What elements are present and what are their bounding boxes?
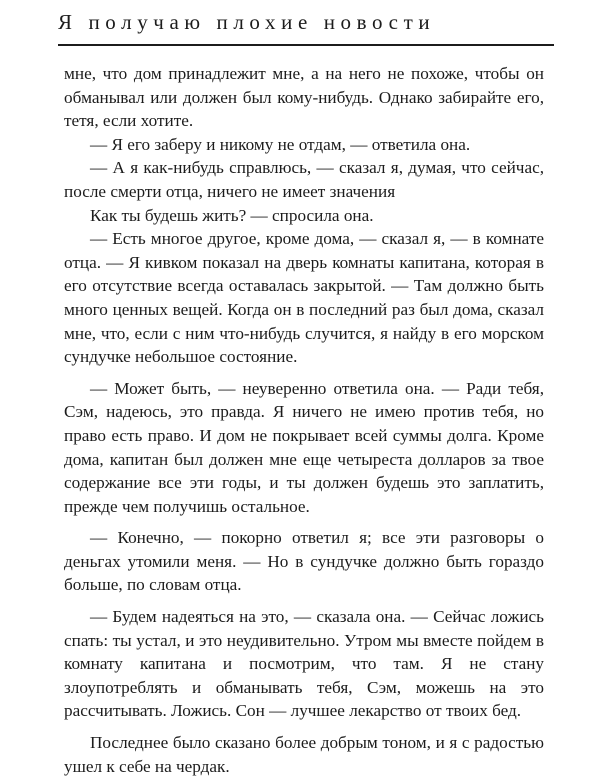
paragraph-dialogue-aunt-reply: — Я его заберу и никому не отдам, — ответила она. bbox=[90, 134, 471, 154]
paragraph-dialogue-agree: — Конечно, — покорно ответил я; все эти разговоры о деньгах утомили меня. — Но в сундучке должно быть гораздо больше, по словам отца. bbox=[64, 528, 544, 595]
paragraph-dialogue-sleep: — Будем надеяться на это, — сказала она. — Сейчас ложись спать: ты устал, и это неудивительно. Утром мы вместе пойдем в комнату капитана и посмотрим, что там. Я не стану злоупотреблять и обманывать тебя, Сэм, можешь на это рассчитывать. Ложись. Сон — лучшее лекарство от твоих бед. bbox=[64, 607, 544, 721]
paragraph-continuation: мне, что дом принадлежит мне, а на него не похоже, чтобы он обманывал или должен был кому-нибудь. Однако забирайте его, тетя, если хотите. bbox=[64, 64, 544, 131]
paragraph-closing: Последнее было сказано более добрым тоном, и я с радостью ушел к себе на чердак. bbox=[64, 733, 544, 776]
header-rule bbox=[58, 44, 554, 46]
body-text bbox=[64, 62, 544, 778]
running-header-title: Я получаю плохие новости bbox=[58, 10, 436, 34]
paragraph-dialogue-sam-manage: — А я как-нибудь справлюсь, — сказал я, думая, что сейчас, после смерти отца, ничего не имеет значения bbox=[64, 158, 544, 201]
paragraph-dialogue-debt: — Может быть, — неуверенно ответила она. — Ради тебя, Сэм, надеюсь, это правда. Я ничего не имею против тебя, но право есть право. И дом не покрывает всей суммы долга. Кроме дома, капитан был должен мне еще четыреста долларов за твое содержание все эти годы, и ты должен будешь это заплатить, прежде чем получишь остальное. bbox=[64, 378, 544, 516]
paragraph-dialogue-question: Как ты будешь жить? — спросила она. bbox=[90, 205, 374, 225]
paragraph-dialogue-fathers-room: — Есть многое другое, кроме дома, — сказал я, — в комнате отца. — Я кивком показал на дверь комнаты капитана, которая в его отсутствие всегда оставалась закрытой. — Там должно быть много ценных вещей. Когда он в последний раз был дома, сказал мне, что, если с ним что-нибудь случится, я найду в его морском сундучке небольшое состояние. bbox=[64, 229, 544, 367]
